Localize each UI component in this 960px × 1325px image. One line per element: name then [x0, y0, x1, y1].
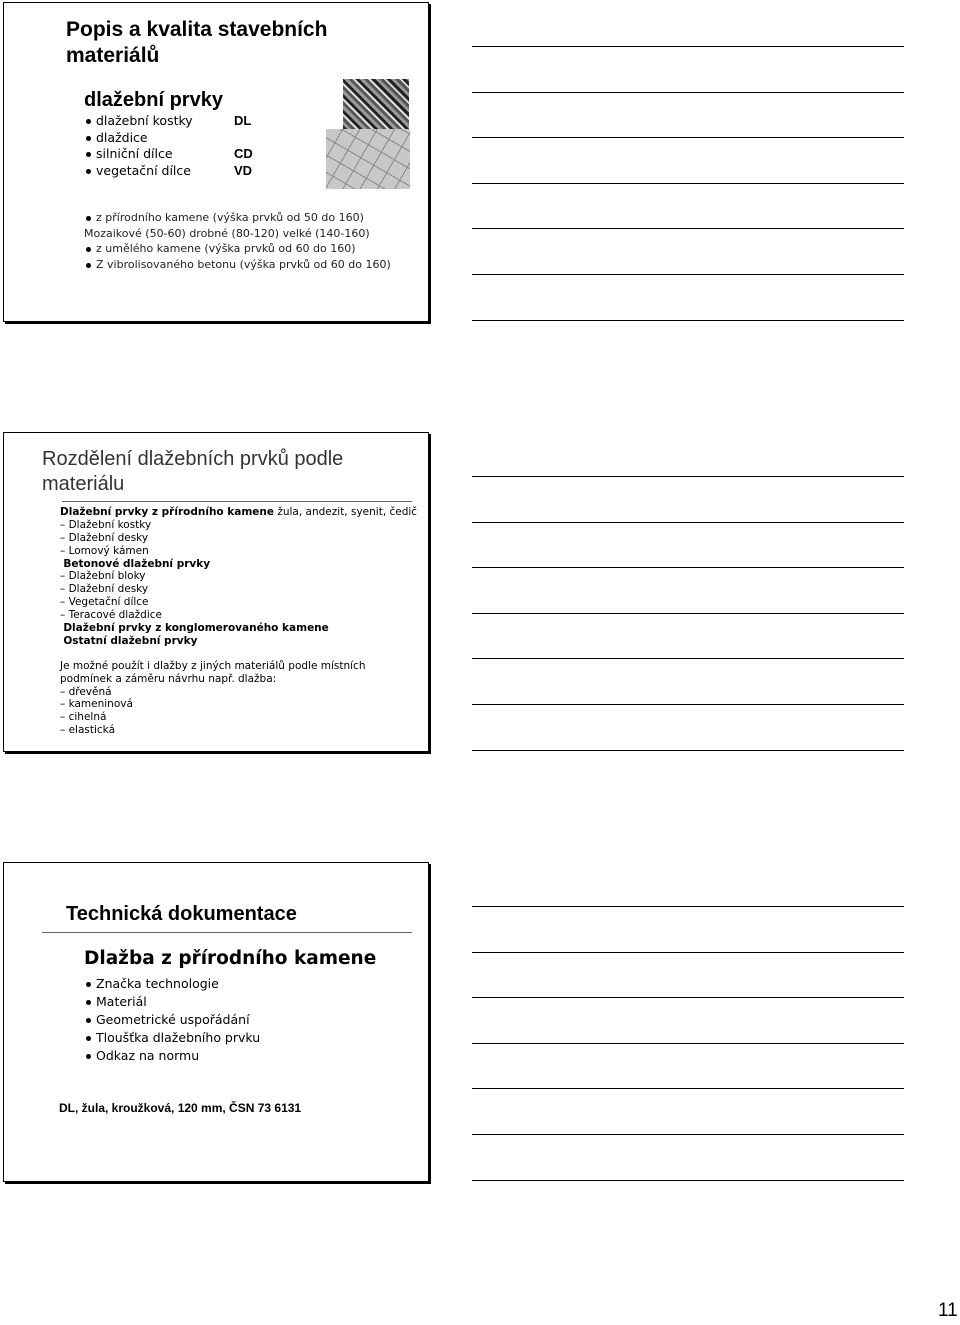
list-item: – Dlažební kostky [60, 518, 152, 531]
note-line [472, 46, 904, 47]
note-line [472, 704, 904, 705]
title-divider [42, 932, 412, 933]
list-item: – Dlažební bloky [60, 570, 146, 583]
note-line [472, 522, 904, 523]
documentation-items-list [84, 975, 260, 1065]
page-number: 11 [938, 1300, 958, 1321]
list-item: dlaždice [84, 130, 193, 147]
note-line [472, 274, 904, 275]
note-line [472, 567, 904, 568]
list-item: – Vegetační dílce [60, 596, 149, 609]
list-item: – Teracové dlaždice [60, 609, 162, 622]
list-item: Tloušťka dlažebního prvku [84, 1029, 260, 1047]
slide-2 [3, 432, 429, 752]
abbreviation: DL [234, 113, 252, 128]
list-item: silniční dílce CD [84, 146, 193, 163]
slide-2-body [60, 506, 417, 737]
list-item: Dlažební prvky z konglomerovaného kamene [63, 622, 329, 635]
list-item: Dlažební prvky z přírodního kamene žula, andezit, syenit, čedič [60, 506, 418, 518]
slide-3-title: Technická dokumentace [66, 903, 297, 925]
note-line [472, 476, 904, 477]
paving-elements-list [84, 113, 253, 179]
list-item: Ostatní dlažební prvky [63, 634, 198, 647]
note-line [472, 613, 904, 614]
list-item: – Dlažební desky [60, 531, 149, 544]
paragraph-line: Je možné použít i dlažby z jiných materiálů podle místních [60, 659, 366, 672]
list-item: z přírodního kamene (výška prvků od 50 do 160) [84, 210, 391, 226]
list-item: vegetační dílce VD [84, 163, 193, 180]
list-item: Odkaz na normu [84, 1047, 260, 1065]
note-line [472, 1180, 904, 1181]
title-divider [62, 501, 412, 502]
note-line [472, 952, 904, 953]
note-line [472, 1088, 904, 1089]
list-item: Geometrické uspořádání [84, 1011, 260, 1029]
list-item: – kameninová [60, 698, 133, 711]
note-line [472, 658, 904, 659]
list-item: Z vibrolisovaného betonu (výška prvků od 60 do 160) [84, 257, 391, 273]
spacer [60, 648, 417, 660]
list-item: dlažební kostky DL [84, 113, 193, 130]
list-item: Materiál [84, 993, 260, 1011]
note-line [472, 320, 904, 321]
note-line [472, 137, 904, 138]
paving-tiles-photo [326, 129, 410, 189]
note-line [472, 1043, 904, 1044]
list-item: Betonové dlažební prvky [63, 557, 211, 570]
slide-2-title: Rozdělení dlažebních prvků podle materiálu [42, 448, 344, 495]
note-line [472, 906, 904, 907]
note-line [472, 997, 904, 998]
list-item: Značka technologie [84, 975, 260, 993]
list-item: – elastická [60, 724, 116, 737]
note-line [472, 228, 904, 229]
abbreviation: VD [234, 162, 253, 178]
example-specification: DL, žula, kroužková, 120 mm, ČSN 73 6131 [59, 1101, 302, 1115]
paragraph-line: podmínek a záměru návrhu např. dlažba: [60, 672, 277, 685]
note-line [472, 183, 904, 184]
list-item: – Dlažební desky [60, 583, 149, 596]
list-item: z umělého kamene (výška prvků od 60 do 160) [84, 241, 391, 257]
list-item: Mozaikové (50-60) drobné (80-120) velké (140-160) [84, 226, 370, 240]
paving-stones-photo [343, 79, 409, 129]
slide-1 [3, 2, 429, 322]
list-item: – dřevěná [60, 685, 112, 698]
list-item: – cihelná [60, 711, 107, 724]
slide-1-heading: dlažební prvky [84, 89, 223, 111]
slide-1-title: Popis a kvalita stavebních materiálů [66, 18, 328, 67]
slide-3-heading: Dlažba z přírodního kamene [84, 948, 377, 969]
note-line [472, 1134, 904, 1135]
material-notes-list [84, 210, 391, 272]
abbreviation: CD [234, 146, 253, 161]
note-line [472, 750, 904, 751]
note-line [472, 92, 904, 93]
list-item: – Lomový kámen [60, 544, 149, 557]
slide-3 [3, 862, 429, 1182]
